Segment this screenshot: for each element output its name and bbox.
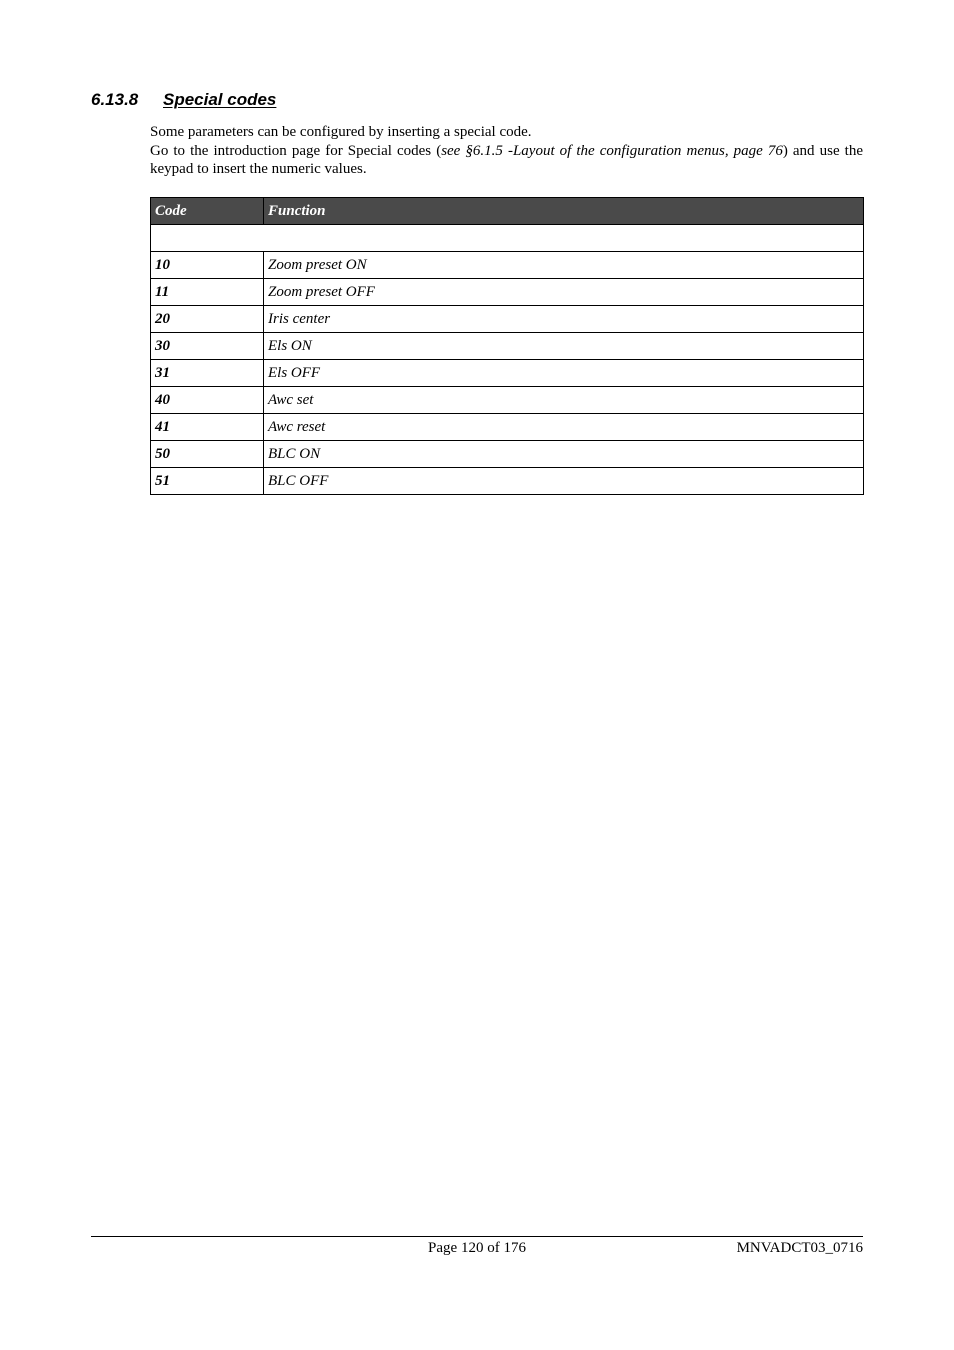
function-cell: BLC ON [264,441,864,468]
page-number: Page 120 of 176 [428,1240,526,1256]
table-row [151,441,864,468]
table-row [151,279,864,306]
code-cell: 40 [151,387,264,414]
document-id: MNVADCT03_0716 [736,1240,863,1256]
section-number: 6.13.8 [91,90,139,109]
function-cell: Iris center [264,306,864,333]
special-codes-table [150,197,864,495]
intro-line-2-end: ) and use the keypad to insert the numeric values. [150,142,863,177]
code-cell: 50 [151,441,264,468]
table-row [151,387,864,414]
function-cell: BLC OFF [264,468,864,495]
function-cell: Els OFF [264,360,864,387]
table-row [151,360,864,387]
table-row-empty [151,225,864,252]
intro-line-2 [150,142,863,179]
table-row [151,306,864,333]
intro-line-2-start: Go to the introduction page for Special codes ( [150,142,442,159]
table-row [151,252,864,279]
footer-divider [91,1236,863,1237]
function-cell: Zoom preset ON [264,252,864,279]
code-cell: 10 [151,252,264,279]
header-function: Function [264,198,864,225]
table-row [151,333,864,360]
code-cell: 11 [151,279,264,306]
code-cell: 20 [151,306,264,333]
function-cell: Zoom preset OFF [264,279,864,306]
function-cell: Awc reset [264,414,864,441]
function-cell: Els ON [264,333,864,360]
table-header-row [151,198,864,225]
function-cell: Awc set [264,387,864,414]
intro-line-1: Some parameters can be configured by inserting a special code. [150,124,532,140]
table-row [151,468,864,495]
table-row [151,414,864,441]
code-cell: 41 [151,414,264,441]
section-title: Special codes [163,90,277,109]
section-reference: see §6.1.5 -Layout of the configuration menus, page 76 [441,142,783,159]
code-cell: 30 [151,333,264,360]
code-cell: 51 [151,468,264,495]
section-heading [91,90,276,110]
empty-cell [151,225,864,252]
code-cell: 31 [151,360,264,387]
header-code: Code [151,198,264,225]
intro-text [150,123,863,179]
